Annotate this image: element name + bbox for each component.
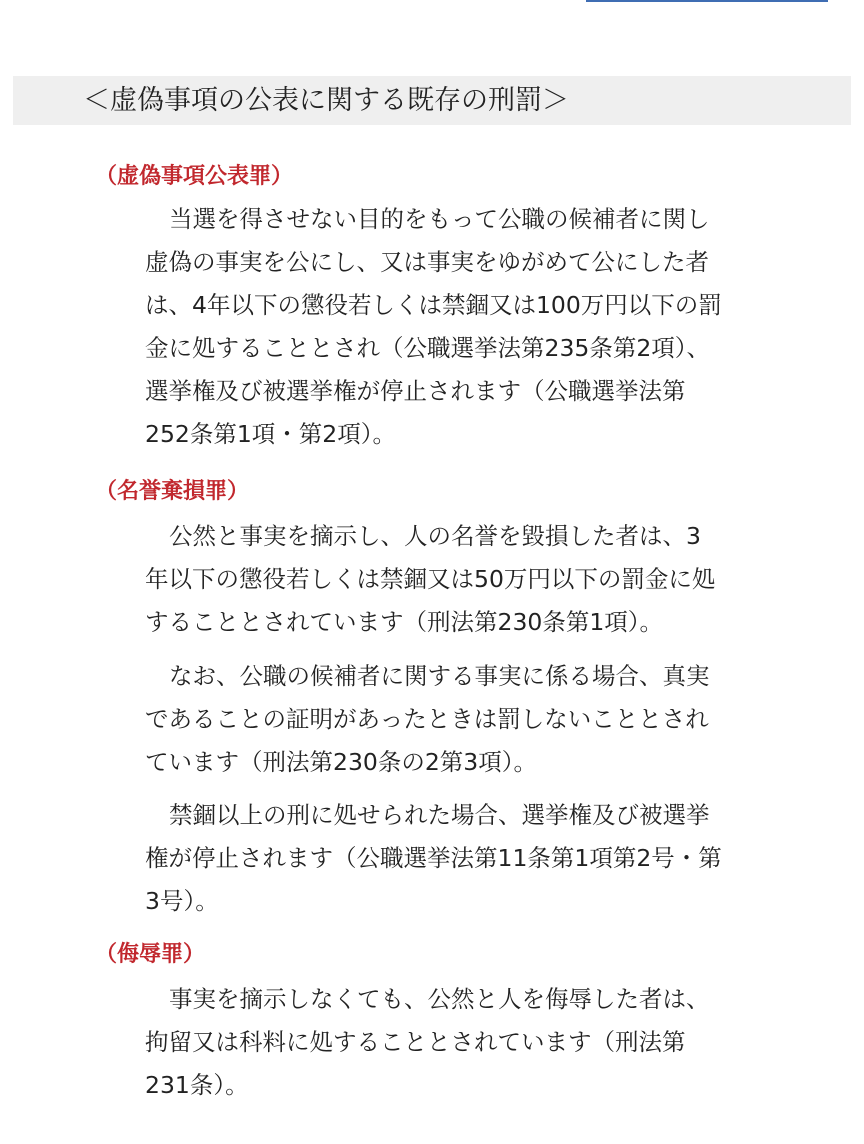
- text-line: 禁錮以上の刑に処せられた場合、選挙権及び被選挙: [169, 801, 710, 829]
- text-line: 選挙権及び被選挙権が停止されます（公職選挙法第: [145, 377, 686, 405]
- paragraph-defamation-2: [145, 655, 815, 784]
- text-line: 事実を摘示しなくても、公然と人を侮辱した者は、: [169, 985, 710, 1013]
- heading-insult-crime: （侮辱罪）: [95, 942, 206, 967]
- text-line: 権が停止されます（公職選挙法第11条第1項第2号・第: [145, 844, 722, 872]
- text-line: ています（刑法第230条の2第3項）。: [145, 748, 538, 776]
- paragraph-false-statement: [145, 198, 815, 456]
- paragraph-defamation-1: [145, 515, 815, 644]
- text-line: は、4年以下の懲役若しくは禁錮又は100万円以下の罰: [145, 291, 722, 319]
- text-line: 年以下の懲役若しくは禁錮又は50万円以下の罰金に処: [145, 565, 716, 593]
- paragraph-defamation-3: [145, 794, 815, 923]
- heading-false-statement-crime: （虚偽事項公表罪）: [95, 164, 294, 189]
- text-line: 金に処することとされ（公職選挙法第235条第2項）、: [145, 334, 711, 362]
- text-line: 虚偽の事実を公にし、又は事実をゆがめて公にした者: [145, 248, 709, 276]
- text-line: であることの証明があったときは罰しないこととされ: [145, 705, 709, 733]
- text-line: することとされています（刑法第230条第1項）。: [145, 608, 664, 636]
- text-line: なお、公職の候補者に関する事実に係る場合、真実: [169, 662, 710, 690]
- text-line: 252条第1項・第2項）。: [145, 420, 397, 448]
- paragraph-insult: [145, 978, 815, 1107]
- section-header: [13, 76, 851, 125]
- text-line: 公然と事実を摘示し、人の名誉を毀損した者は、3: [169, 522, 701, 550]
- top-accent-bar: [586, 0, 828, 2]
- section-title: ＜虚偽事項の公表に関する既存の刑罰＞: [83, 85, 569, 116]
- text-line: 231条）。: [145, 1071, 249, 1099]
- text-line: 当選を得させない目的をもって公職の候補者に関し: [169, 205, 710, 233]
- heading-defamation-crime: （名誉棄損罪）: [95, 479, 250, 504]
- text-line: 拘留又は科料に処することとされています（刑法第: [145, 1028, 686, 1056]
- text-line: 3号）。: [145, 887, 219, 915]
